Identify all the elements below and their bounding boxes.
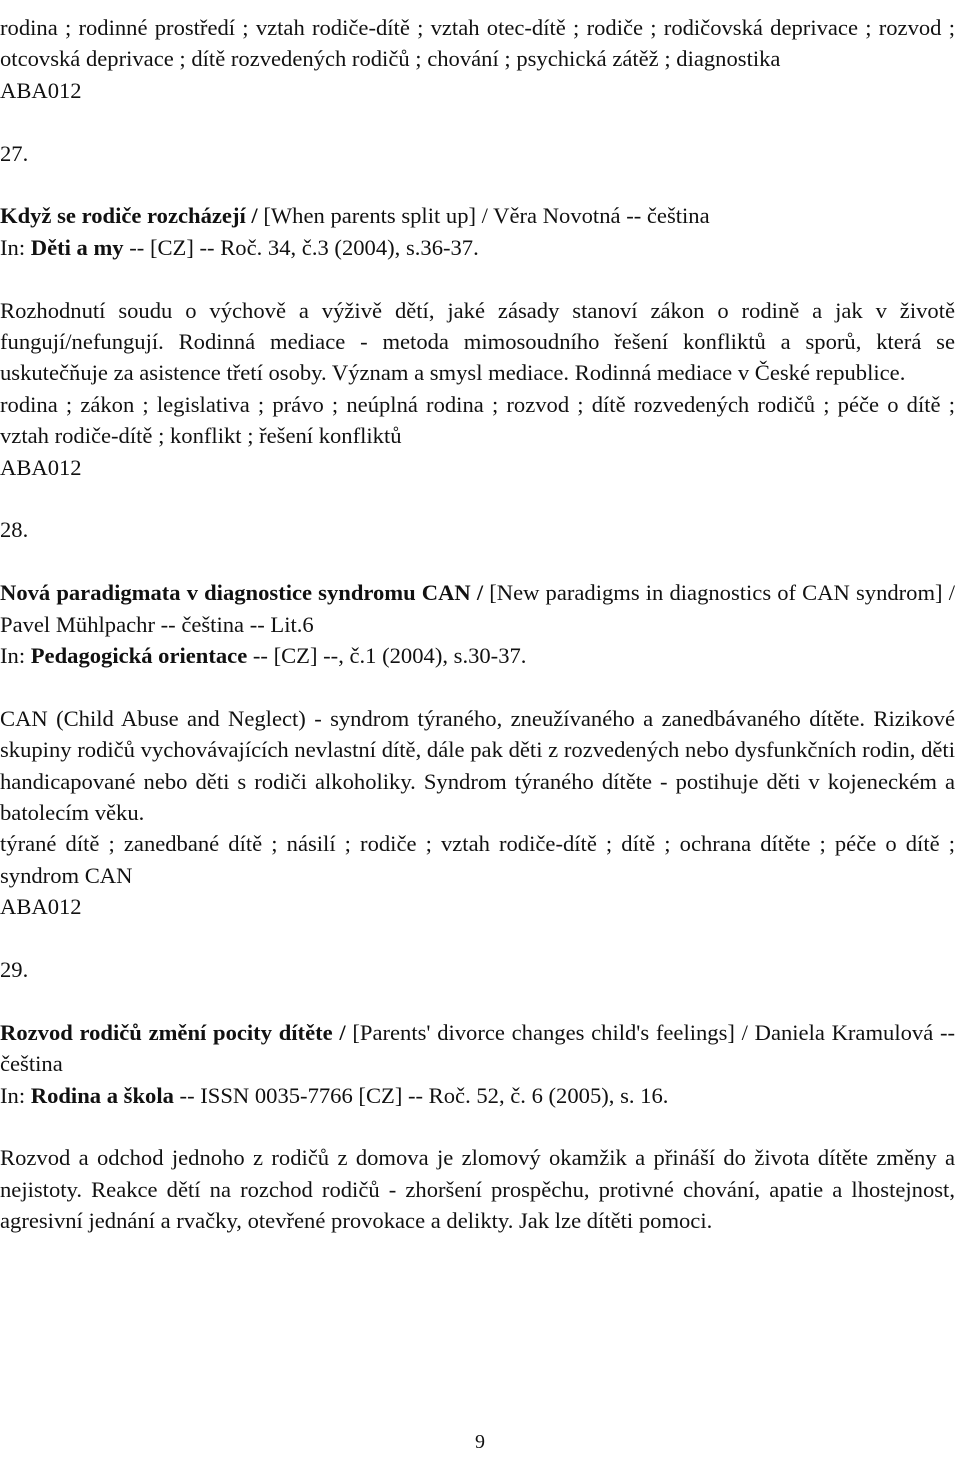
entry-abstract: Rozvod a odchod jednoho z rodičů z domova je zlomový okamžik a přináší do života dítěte změny a nejistoty. Reakce dětí na rozchod rodičů - zhoršení prospěchu, protivné chování, apatie a lhostejnost, agresivní jednání a rvačky, otevřené provokace a delikty. Jak lze dítěti pomoci. — [0, 1145, 955, 1234]
entry-source-journal: Pedagogická orientace — [30, 643, 248, 669]
entry-source — [0, 1080, 955, 1111]
code-top: ABA012 — [0, 77, 82, 103]
entry-source-rest: -- [CZ] -- Roč. 34, č.3 (2004), s.36-37. — [123, 234, 479, 260]
entry-title-rest: [Parents' divorce changes child's feelings] / Daniela Kramulová -- čeština — [0, 1019, 955, 1077]
entry-source-journal: Děti a my — [30, 234, 124, 260]
keywords-top: rodina ; rodinné prostředí ; vztah rodiče-dítě ; vztah otec-dítě ; rodiče ; rodičovská deprivace ; rozvod ; otcovská deprivace ; dítě rozvedených rodičů ; chování ; psychická zátěž ; diagnostika — [0, 15, 955, 72]
entry-source-rest: -- [CZ] --, č.1 (2004), s.30-37. — [247, 643, 527, 669]
entry-code: ABA012 — [0, 894, 82, 920]
entry-title-bold: Rozvod rodičů změní pocity dítěte / — [0, 1019, 346, 1045]
entry-29 — [0, 954, 955, 1237]
entry-keywords: rodina ; zákon ; legislativa ; právo ; neúplná rodina ; rozvod ; dítě rozvedených rodičů ; péče o dítě ; vztah rodiče-dítě ; konflikt ; řešení konfliktů — [0, 391, 955, 449]
entry-number: 29. — [0, 957, 29, 983]
entry-source-prefix: In: — [0, 234, 31, 260]
entry-keywords: týrané dítě ; zanedbané dítě ; násilí ; rodiče ; vztah rodiče-dítě ; dítě ; ochrana dítěte ; péče o dítě ; syndrom CAN — [0, 831, 955, 888]
entry-title-bold: Nová paradigmata v diagnostice syndromu CAN / — [0, 580, 484, 606]
entry-source-prefix: In: — [0, 643, 31, 669]
entry-source — [0, 232, 955, 263]
entry-number: 28. — [0, 517, 29, 543]
entry-title-bold: Když se rodiče rozcházejí / — [0, 203, 258, 229]
page-number: 9 — [475, 1431, 485, 1453]
entry-source — [0, 640, 955, 671]
entry-title-rest: [New paradigms in diagnostics of CAN syndrom] / Pavel Mühlpachr -- čeština -- Lit.6 — [0, 580, 955, 637]
entry-source-prefix: In: — [0, 1082, 31, 1108]
entry-number: 27. — [0, 140, 29, 166]
entry-title-rest: [When parents split up] / Věra Novotná -- čeština — [257, 203, 710, 229]
entry-title — [0, 200, 955, 231]
entry-source-rest: -- ISSN 0035-7766 [CZ] -- Roč. 52, č. 6 (2005), s. 16. — [173, 1082, 669, 1108]
entry-28 — [0, 514, 955, 922]
entry-title — [0, 1017, 955, 1080]
entry-source-journal: Rodina a škola — [30, 1082, 174, 1108]
entry-27 — [0, 138, 955, 483]
entry-title — [0, 577, 955, 640]
entry-abstract: Rozhodnutí soudu o výchově a výživě dětí, jaké zásady stanoví zákon o rodině a jak v životě fungují/nefungují. Rodinná mediace - metoda mimosoudního řešení konfliktů a sporů, která se uskutečňuje za asistence třetí osoby. Význam a smysl mediace. Rodinná mediace v České republice. — [0, 297, 955, 386]
document-page — [0, 12, 955, 1237]
entry-code: ABA012 — [0, 454, 82, 480]
entry-abstract: CAN (Child Abuse and Neglect) - syndrom týraného, zneužívaného a zanedbávaného dítěte. Rizikové skupiny rodičů vychovávajících nevlastní dítě, dále pak děti z rozvedených nebo dysfunkčních rodin, děti handicapované nebo děti s rodiči alkoholiky. Syndrom týraného dítěte - postihuje děti v kojeneckém a batolecím věku. — [0, 705, 955, 826]
